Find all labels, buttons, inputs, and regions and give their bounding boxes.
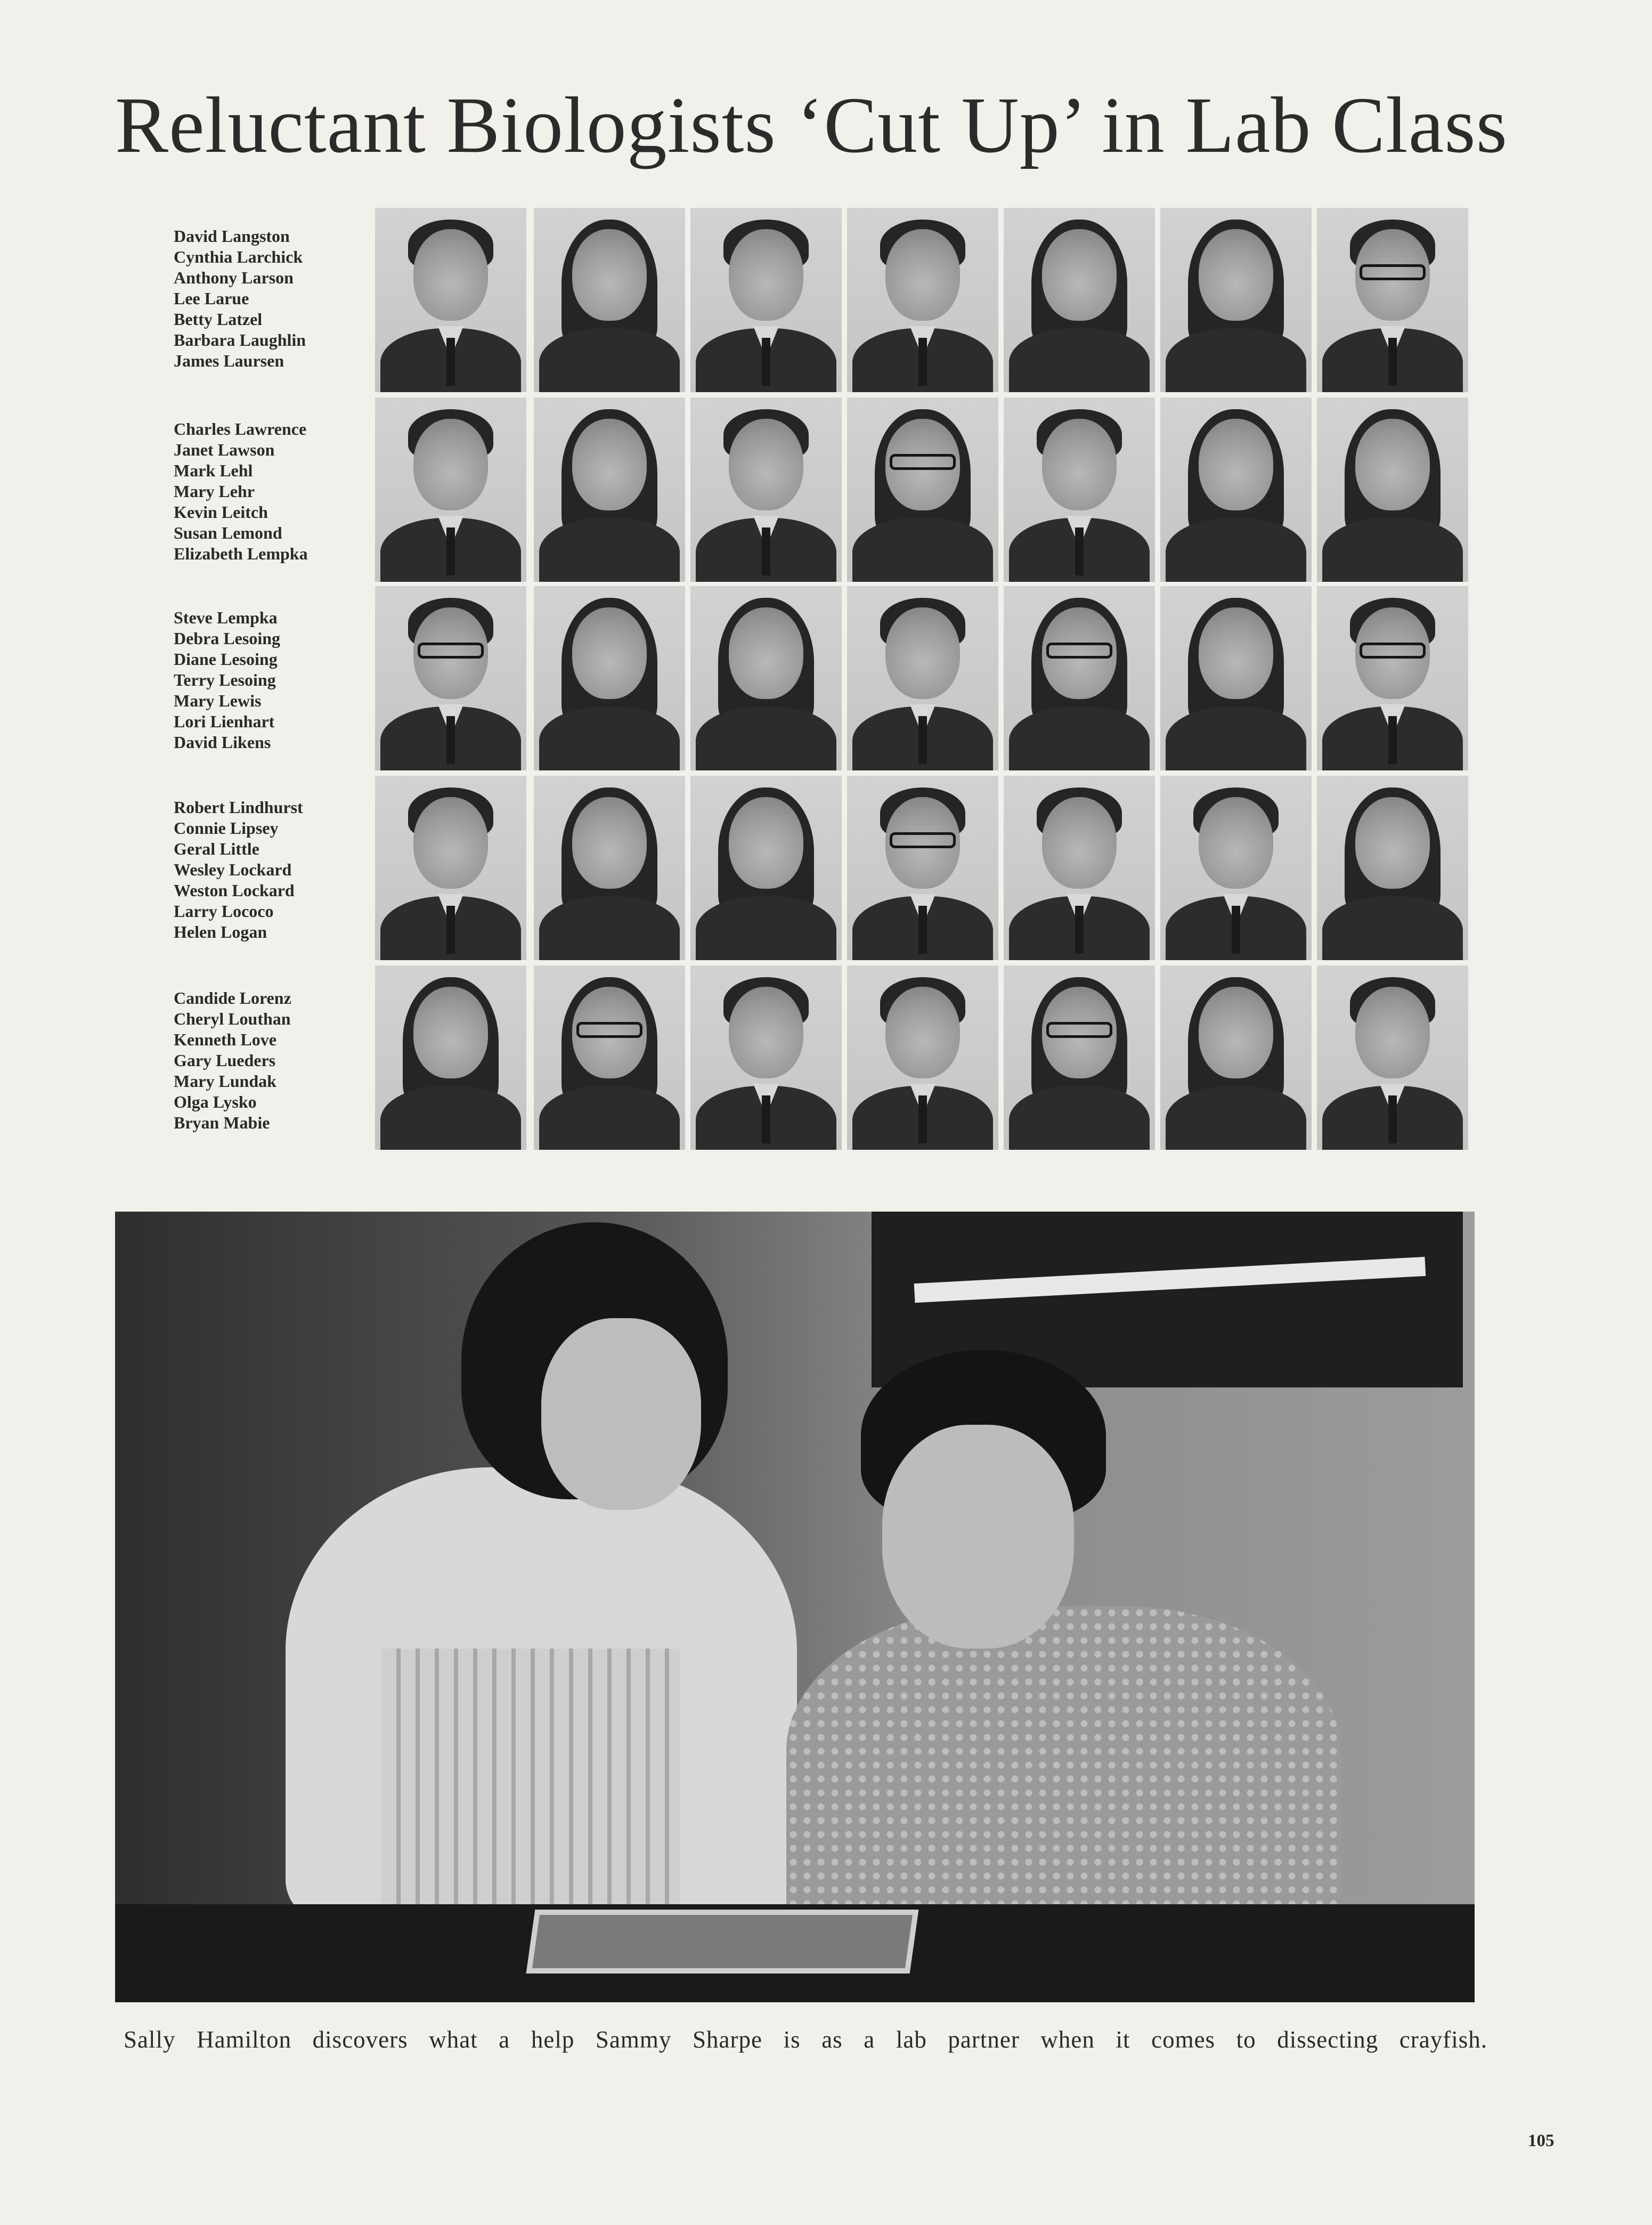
name-item: Bryan Mabie [174, 1113, 270, 1132]
portrait-tie [918, 1095, 927, 1143]
student-portrait [534, 776, 685, 960]
portrait-body [539, 1086, 680, 1150]
name-item: Lori Lienhart [174, 712, 275, 731]
portrait-glasses [1360, 264, 1426, 280]
name-item: Betty Latzel [174, 310, 263, 329]
portrait-head [729, 607, 803, 699]
portrait-head [729, 987, 803, 1078]
portrait-head [885, 987, 960, 1078]
portrait-body [1009, 707, 1150, 770]
portrait-head [1199, 987, 1273, 1078]
name-list-row-4 [174, 797, 376, 943]
portrait-body [539, 707, 680, 770]
portrait-head [1199, 229, 1273, 321]
student-portrait [1004, 776, 1155, 960]
portrait-tie [1075, 906, 1084, 954]
name-item: James Laursen [174, 351, 284, 370]
student-portrait [690, 397, 842, 582]
portrait-head [1355, 419, 1430, 510]
name-item: Steve Lempka [174, 608, 278, 627]
portrait-head [1199, 797, 1273, 889]
name-list-row-3 [174, 607, 376, 753]
student-portrait [1160, 397, 1312, 582]
name-item: David Langston [174, 226, 290, 246]
student-portrait [1160, 208, 1312, 392]
name-item: Kenneth Love [174, 1030, 276, 1049]
student-portrait [1317, 397, 1468, 582]
portrait-tie [762, 338, 770, 386]
portrait-body [380, 1086, 521, 1150]
name-item: Janet Lawson [174, 440, 275, 459]
portrait-head [572, 797, 647, 889]
portrait-glasses [890, 454, 956, 470]
portrait-tie [446, 527, 455, 575]
portrait-body [539, 518, 680, 582]
photo-student-girl-face [541, 1318, 701, 1510]
portrait-head [729, 229, 803, 321]
portrait-tie [918, 716, 927, 764]
portrait-body [696, 707, 836, 770]
name-item: Elizabeth Lempka [174, 544, 308, 563]
student-portrait [847, 397, 998, 582]
student-portrait [690, 965, 842, 1150]
portrait-body [852, 518, 993, 582]
name-list-row-5 [174, 988, 376, 1133]
portrait-body [696, 896, 836, 960]
photo-caption: Sally Hamilton discovers what a help Sammy Sharpe is as a lab partner when it comes to dissecting crayfish. [124, 2026, 1487, 2053]
name-item: Mary Lewis [174, 691, 262, 710]
portrait-tie [918, 338, 927, 386]
portrait-head [1199, 419, 1273, 510]
portrait-glasses [1360, 643, 1426, 659]
portrait-body [1166, 707, 1306, 770]
portrait-head [885, 607, 960, 699]
page-title: Reluctant Biologists ‘Cut Up’ in Lab Class [115, 81, 1508, 169]
name-item: Connie Lipsey [174, 818, 279, 838]
portrait-glasses [418, 643, 484, 659]
name-item: Geral Little [174, 839, 259, 858]
portrait-tie [762, 1095, 770, 1143]
portrait-head [413, 419, 488, 510]
portrait-body [1166, 1086, 1306, 1150]
portrait-head [572, 419, 647, 510]
portrait-body [1009, 328, 1150, 392]
portrait-head [1199, 607, 1273, 699]
portrait-tie [1075, 527, 1084, 575]
portrait-head [729, 797, 803, 889]
name-item: Terry Lesoing [174, 670, 276, 689]
name-item: Cheryl Louthan [174, 1009, 291, 1028]
page-number: 105 [1528, 2131, 1555, 2150]
student-portrait [847, 586, 998, 770]
portrait-glasses [1046, 643, 1112, 659]
name-item: Diane Lesoing [174, 649, 278, 669]
portrait-head [572, 607, 647, 699]
student-portrait [375, 776, 526, 960]
student-portrait [1004, 965, 1155, 1150]
student-portrait [847, 965, 998, 1150]
name-item: Debra Lesoing [174, 629, 280, 648]
portrait-tie [446, 338, 455, 386]
portrait-tie [918, 906, 927, 954]
portrait-head [1042, 797, 1117, 889]
portrait-tie [1232, 906, 1240, 954]
student-portrait [534, 965, 685, 1150]
portrait-head [1042, 229, 1117, 321]
name-item: Gary Lueders [174, 1051, 276, 1070]
portrait-body [539, 328, 680, 392]
photo-dissecting-tray [526, 1910, 919, 1974]
name-item: Mary Lehr [174, 482, 255, 501]
portrait-head [885, 229, 960, 321]
name-list-row-1 [174, 226, 376, 371]
student-portrait [1160, 586, 1312, 770]
student-portrait [534, 586, 685, 770]
student-portrait [534, 397, 685, 582]
portrait-head [1355, 797, 1430, 889]
student-portrait [1160, 965, 1312, 1150]
portrait-head [1355, 987, 1430, 1078]
name-item: Wesley Lockard [174, 860, 292, 879]
student-portrait [1317, 965, 1468, 1150]
portrait-body [1166, 518, 1306, 582]
name-item: Mary Lundak [174, 1071, 276, 1091]
student-portrait [1004, 397, 1155, 582]
lab-photo [115, 1212, 1475, 2002]
name-item: Cynthia Larchick [174, 247, 303, 266]
photo-student-boy-face [882, 1425, 1074, 1649]
name-list-row-2 [174, 419, 376, 564]
portrait-glasses [576, 1022, 642, 1038]
portrait-head [729, 419, 803, 510]
name-item: Weston Lockard [174, 881, 295, 900]
portrait-tie [446, 906, 455, 954]
portrait-tie [1388, 1095, 1397, 1143]
name-item: Charles Lawrence [174, 419, 307, 438]
portrait-head [413, 797, 488, 889]
portrait-body [1009, 1086, 1150, 1150]
portrait-body [539, 896, 680, 960]
photo-student-girl-skirt [381, 1649, 680, 1926]
name-item: Barbara Laughlin [174, 330, 306, 350]
name-item: Susan Lemond [174, 523, 282, 542]
name-item: Lee Larue [174, 289, 249, 308]
portrait-body [1322, 896, 1463, 960]
name-item: Larry Lococo [174, 902, 274, 921]
portrait-tie [1388, 716, 1397, 764]
student-portrait [1317, 776, 1468, 960]
portrait-head [1042, 419, 1117, 510]
name-item: Anthony Larson [174, 268, 294, 287]
portrait-glasses [1046, 1022, 1112, 1038]
name-item: Kevin Leitch [174, 502, 268, 522]
portrait-tie [762, 527, 770, 575]
name-item: Helen Logan [174, 922, 267, 941]
student-portrait [534, 208, 685, 392]
student-portrait [690, 586, 842, 770]
student-portrait [1004, 208, 1155, 392]
student-portrait [375, 586, 526, 770]
portrait-tie [1388, 338, 1397, 386]
name-item: Mark Lehl [174, 461, 253, 480]
student-portrait [1160, 776, 1312, 960]
student-portrait [375, 965, 526, 1150]
name-item: Olga Lysko [174, 1092, 257, 1111]
name-item: Candide Lorenz [174, 988, 291, 1008]
student-portrait [847, 208, 998, 392]
portrait-body [1166, 328, 1306, 392]
name-item: Robert Lindhurst [174, 798, 303, 817]
portrait-body [1322, 518, 1463, 582]
name-item: David Likens [174, 733, 271, 752]
portrait-head [413, 229, 488, 321]
student-portrait [1004, 586, 1155, 770]
student-portrait [375, 397, 526, 582]
student-portrait [690, 776, 842, 960]
portrait-head [572, 229, 647, 321]
student-portrait [690, 208, 842, 392]
student-portrait [847, 776, 998, 960]
portrait-glasses [890, 832, 956, 848]
student-portrait [1317, 208, 1468, 392]
portrait-head [413, 987, 488, 1078]
student-portrait [375, 208, 526, 392]
portrait-tie [446, 716, 455, 764]
student-portrait [1317, 586, 1468, 770]
